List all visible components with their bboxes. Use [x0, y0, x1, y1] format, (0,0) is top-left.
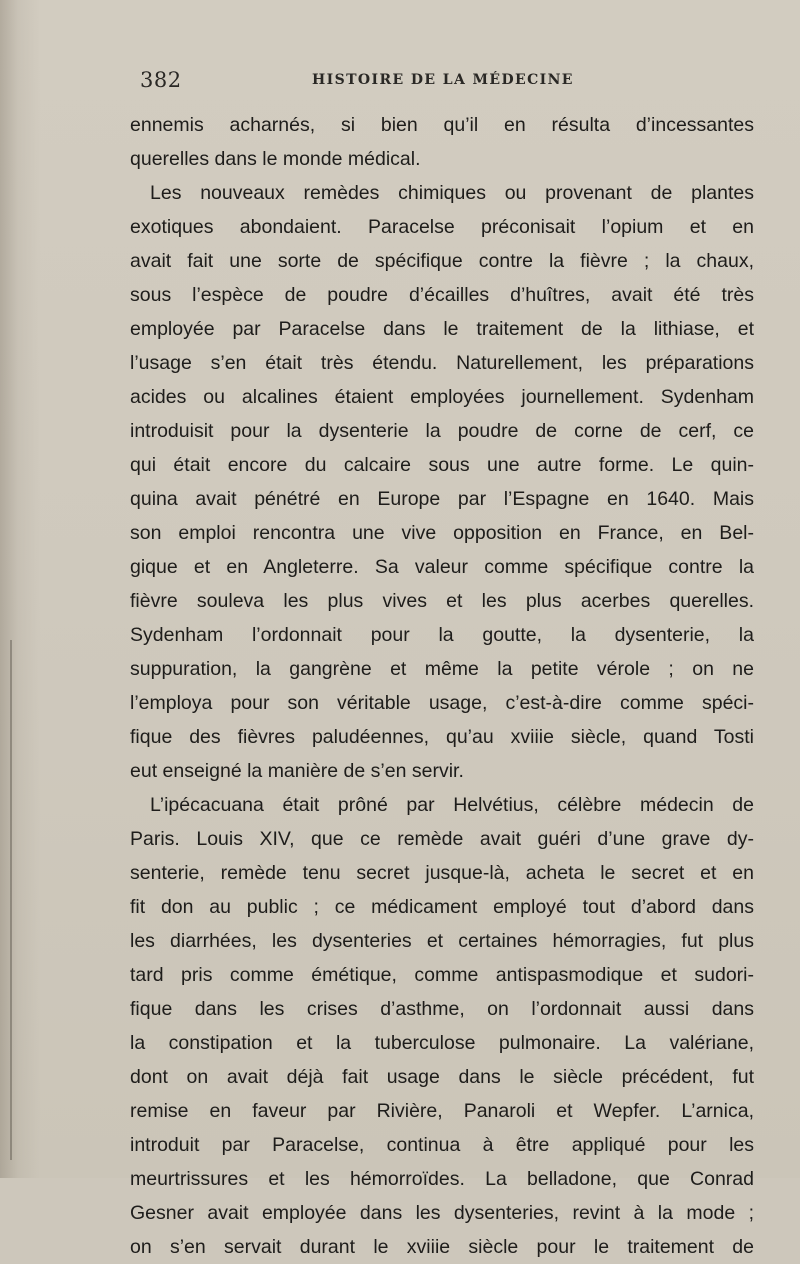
text-line: remise en faveur par Rivière, Panaroli et Wepfer. L’arnica, [130, 1100, 754, 1122]
text-line: tard pris comme émétique, comme antispasmodique et sudori- [130, 964, 754, 986]
text-line: L’ipécacuana était prôné par Helvétius, célèbre médecin de [150, 794, 754, 816]
text-line: eut enseigné la manière de s’en servir. [130, 760, 464, 782]
text-line: Gesner avait employée dans les dysenteries, revint à la mode ; [130, 1202, 754, 1224]
text-line: on s’en servait durant le xviiie siècle pour le traitement de [130, 1236, 754, 1258]
page-header [0, 68, 800, 98]
text-line: employée par Paracelse dans le traitement de la lithiase, et [130, 318, 754, 340]
text-line: exotiques abondaient. Paracelse préconisait l’opium et en [130, 216, 754, 238]
text-line: querelles dans le monde médical. [130, 148, 421, 170]
text-line: fique dans les crises d’asthme, on l’ordonnait aussi dans [130, 998, 754, 1020]
body-text [130, 108, 754, 1264]
text-line: fit don au public ; ce médicament employé tout d’abord dans [130, 896, 754, 918]
text-line: acides ou alcalines étaient employées journellement. Sydenham [130, 386, 754, 408]
text-line: les diarrhées, les dysenteries et certaines hémorragies, fut plus [130, 930, 754, 952]
text-line: son emploi rencontra une vive opposition en France, en Bel- [130, 522, 754, 544]
text-line: Paris. Louis XIV, que ce remède avait guéri d’une grave dy- [130, 828, 754, 850]
page-edge-shadow [10, 640, 12, 1160]
text-line: fique des fièvres paludéennes, qu’au xviiie siècle, quand Tosti [130, 726, 754, 748]
text-line: quina avait pénétré en Europe par l’Espagne en 1640. Mais [130, 488, 754, 510]
running-title: HISTOIRE DE LA MÉDECINE [312, 72, 574, 88]
text-line: fièvre souleva les plus vives et les plus acerbes querelles. [130, 590, 754, 612]
text-line: l’usage s’en était très étendu. Naturellement, les préparations [130, 352, 754, 374]
text-line: introduit par Paracelse, continua à être appliqué pour les [130, 1134, 754, 1156]
text-line: Les nouveaux remèdes chimiques ou provenant de plantes [150, 182, 754, 204]
text-line: introduisit pour la dysenterie la poudre de corne de cerf, ce [130, 420, 754, 442]
text-line: suppuration, la gangrène et même la petite vérole ; on ne [130, 658, 754, 680]
text-line: Sydenham l’ordonnait pour la goutte, la dysenterie, la [130, 624, 754, 646]
text-line: dont on avait déjà fait usage dans le siècle précédent, fut [130, 1066, 754, 1088]
text-line: sous l’espèce de poudre d’écailles d’huîtres, avait été très [130, 284, 754, 306]
text-line: senterie, remède tenu secret jusque-là, acheta le secret et en [130, 862, 754, 884]
text-line: l’employa pour son véritable usage, c’est-à-dire comme spéci- [130, 692, 754, 714]
text-line: ennemis acharnés, si bien qu’il en résulta d’incessantes [130, 114, 754, 136]
text-line: avait fait une sorte de spécifique contre la fièvre ; la chaux, [130, 250, 754, 272]
text-line: la constipation et la tuberculose pulmonaire. La valériane, [130, 1032, 754, 1054]
text-line: qui était encore du calcaire sous une autre forme. Le quin- [130, 454, 754, 476]
page-number: 382 [140, 68, 182, 92]
text-line: gique et en Angleterre. Sa valeur comme spécifique contre la [130, 556, 754, 578]
text-line: meurtrissures et les hémorroïdes. La belladone, que Conrad [130, 1168, 754, 1190]
